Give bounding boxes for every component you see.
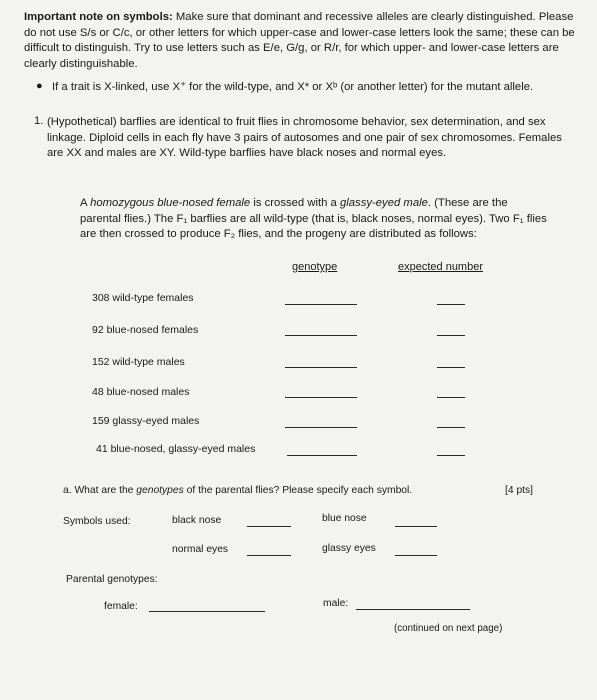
progeny-row-2: 92 blue-nosed females [92, 324, 199, 336]
symbols-used-label: Symbols used: [63, 516, 131, 527]
expected-number-header: expected number [398, 261, 483, 273]
part-a-question: a. What are the genotypes of the parental flies? Please specify each symbol. [63, 485, 413, 496]
progeny-row-5: 159 glassy-eyed males [92, 415, 200, 427]
glassy-eyes-label: glassy eyes [322, 543, 376, 554]
expected-blank-3[interactable] [437, 367, 465, 368]
genotype-header: genotype [292, 261, 338, 273]
progeny-row-6: 41 blue-nosed, glassy-eyed males [96, 443, 256, 455]
progeny-row-4: 48 blue-nosed males [92, 386, 190, 398]
blue-nose-label: blue nose [322, 513, 367, 524]
cross-description: A homozygous blue-nosed female is crossed with a glassy-eyed male. (These are the parental flies.) The F₁ barflies are all wild-type (that is, black noses, normal eyes). Two F₁ flies are then crossed to produce F₂ flies, and the progeny are distributed as follows: [80, 197, 547, 241]
progeny-row-3: 152 wild-type males [92, 356, 185, 368]
blue-nose-blank[interactable] [395, 526, 437, 527]
part-a-points: [4 pts] [505, 485, 534, 496]
genotype-blank-1[interactable] [285, 304, 357, 305]
expected-blank-6[interactable] [437, 455, 465, 456]
parental-genotypes-label: Parental genotypes: [66, 574, 158, 585]
normal-eyes-label: normal eyes [172, 544, 229, 555]
continued-footer: (continued on next page) [394, 623, 503, 634]
genotype-blank-2[interactable] [285, 335, 357, 336]
black-nose-blank[interactable] [247, 526, 291, 527]
symbol-note [24, 10, 584, 72]
glassy-eyes-blank[interactable] [395, 555, 437, 556]
expected-blank-1[interactable] [437, 304, 465, 305]
question-intro-text: (Hypothetical) barflies are identical to fruit flies in chromosome behavior, sex determination, and sex linkage. Diploid cells in each fly have 3 pairs of autosomes and one pair of sex chromosomes. Females are XX and males are XY. Wild-type barflies have black noses and normal eyes. [47, 116, 562, 160]
male-genotype-blank[interactable] [356, 609, 470, 610]
question-number: 1. [34, 115, 44, 127]
normal-eyes-blank[interactable] [247, 555, 291, 556]
genotype-blank-6[interactable] [287, 455, 357, 456]
black-nose-label: black nose [172, 515, 222, 526]
genotype-blank-4[interactable] [285, 397, 357, 398]
female-genotype-blank[interactable] [149, 611, 265, 612]
progeny-row-1: 308 wild-type females [92, 292, 194, 304]
genotype-blank-5[interactable] [285, 427, 357, 428]
question-intro [47, 115, 567, 162]
genotype-blank-3[interactable] [285, 367, 357, 368]
note-heading: Important note on symbols: [24, 11, 173, 23]
note-body: Make sure that dominant and recessive alleles are clearly distinguished. Please do not use S/s or C/c, or other letters for which upper-case and lower-case letters look the same; these can be difficult to distinguish. Try to use letters such as E/e, G/g, or R/r, for which upper- and lower-case letters are clearly distinguishable. [24, 11, 575, 70]
male-label: male: [323, 598, 349, 609]
expected-blank-5[interactable] [437, 427, 465, 428]
expected-blank-4[interactable] [437, 397, 465, 398]
bullet-icon: ● [36, 80, 43, 92]
female-label: female: [104, 601, 138, 612]
expected-blank-2[interactable] [437, 335, 465, 336]
bullet-text: If a trait is X-linked, use X⁺ for the wild-type, and X* or Xᵇ (or another letter) for the mutant allele. [52, 81, 534, 93]
